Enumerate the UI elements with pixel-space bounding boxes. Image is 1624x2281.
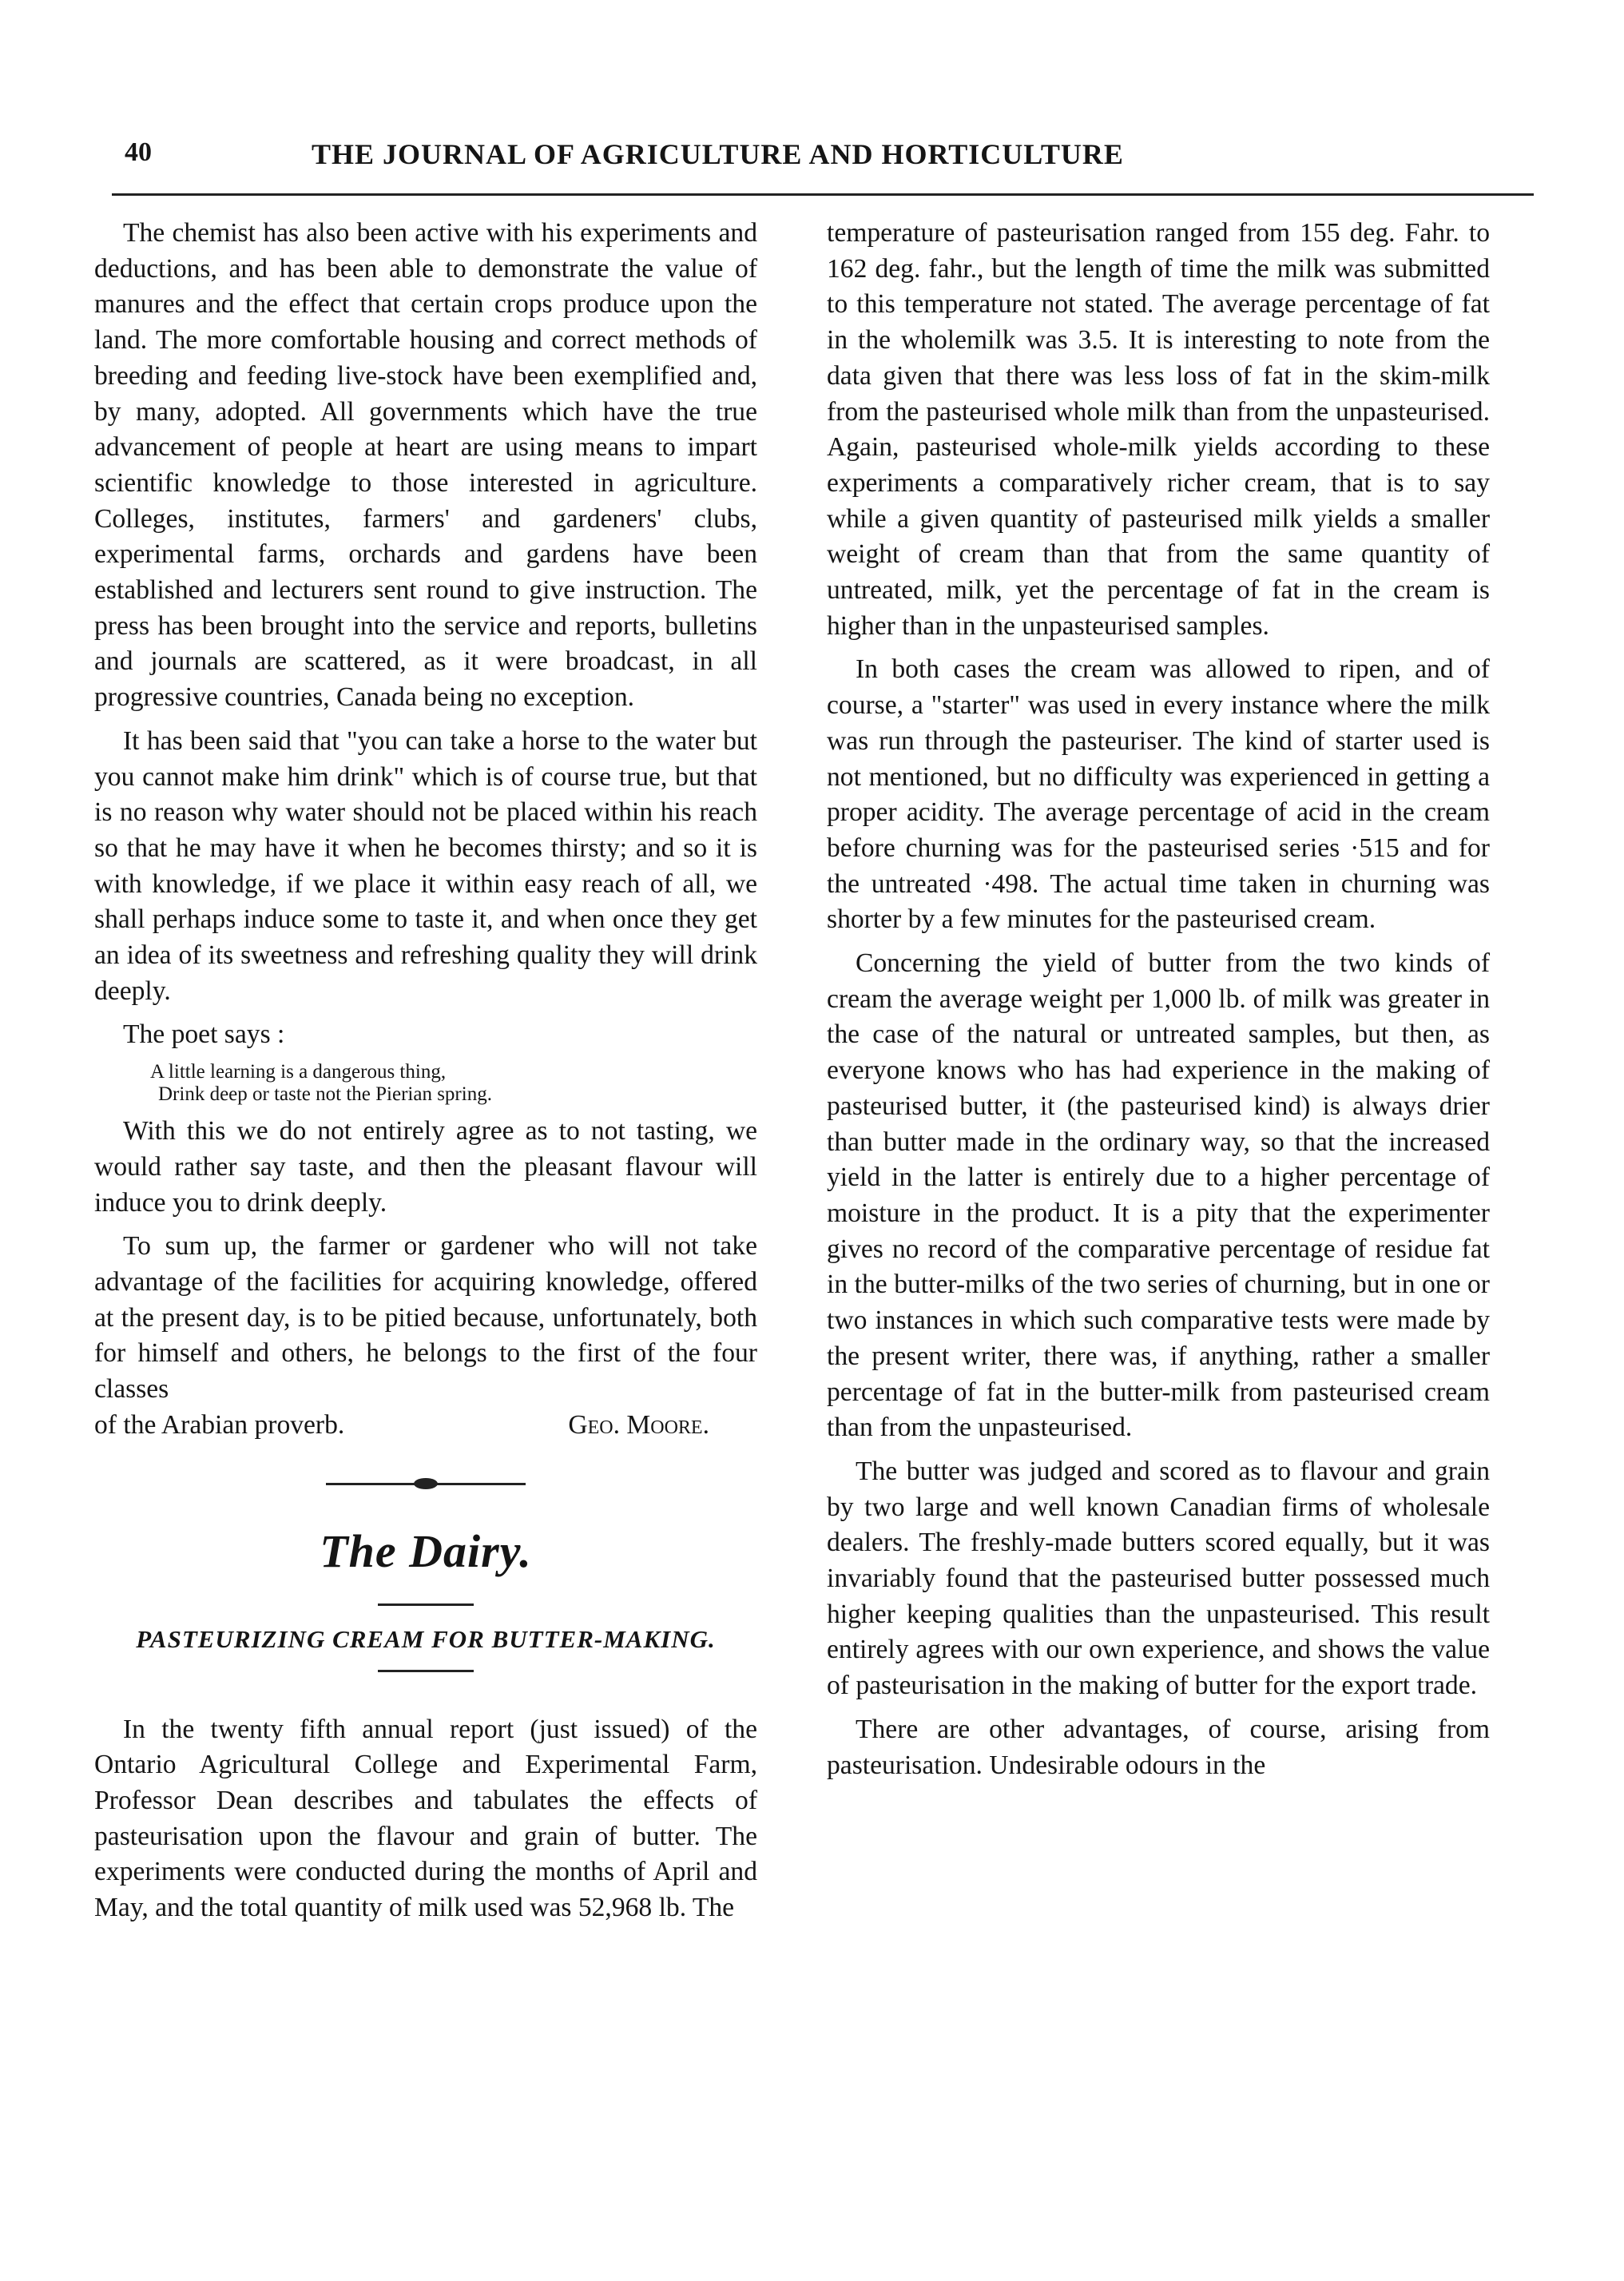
poem-line: Drink deep or taste not the Pierian spring. [158,1083,492,1106]
poem-quote [94,1061,757,1106]
paragraph: With this we do not entirely agree as to not tasting, we would rather say taste, and then the pleasant flavour will induce you to drink deeply. [94,1116,757,1218]
paragraph: To sum up, the farmer or gardener who will not take advantage of the facilities for acquiring knowledge, offered at the present day, is to be pitied because, unfortunately, both for himself and others, he belongs to the first of the four classes [94,1231,757,1405]
ornamental-divider [326,1476,526,1492]
divider [378,1603,474,1606]
paragraph: The chemist has also been active with his experiments and deductions, and has been able to demonstrate the value of manures and the effect that certain crops produce upon the land. The more comfortable housing and correct methods of breeding and feeding live-stock have been exemplified and, by many, adopted. All governments which have the true advancement of people at heart are using means to impart scientific knowledge to those interested in agriculture. Colleges, institutes, farmers' and gardeners' clubs, experimental farms, orchards and gardens have been established and lecturers sent round to give instruction. The press has been brought into the service and reports, bulletins and journals are scattered, as it were broadcast, in all progressive countries, Canada being no exception. [94,218,757,713]
article-title: PASTEURIZING CREAM FOR BUTTER-MAKING. [136,1624,716,1653]
author-signature: Geo. Moore. [568,1409,709,1440]
paragraph: The butter was judged and scored as to flavour and grain by two large and well known Canadian firms of wholesale dealers. The freshly-made butters scored equally, but it was invariably found that the pasteurised butter possessed much higher keeping qualities than the unpasteurised. This result entirely agrees with our own experience, and shows the value of pasteurisation in the making of butter for the export trade. [827,1456,1490,1701]
paragraph: It has been said that "you can take a horse to the water but you cannot make him drink" which is of course true, but that is no reason why water should not be placed within his reach so that he may have it when he becomes thirsty; and so it is with knowledge, if we place it within easy reach of all, we shall perhaps induce some to taste it, and when once they get an idea of its sweetness and refreshing quality they will drink deeply. [94,725,757,1006]
section-heading: The Dairy. [320,1524,532,1577]
page-header [112,137,1534,196]
signoff-line [94,1408,757,1444]
paragraph: There are other advantages, of course, arising from pasteurisation. Undesirable odours in the [827,1714,1490,1780]
paragraph-end: of the Arabian proverb. [94,1409,345,1440]
paragraph: Concerning the yield of butter from the two kinds of cream the average weight per 1,000 lb. of milk was greater in the case of the natural or untreated samples, but then, as everyone knows who has had experience in the making of pasteurised butter, it (the pasteurised kind) is always drier than butter made in the ordinary way, so that the increased yield in the latter is entirely due to a higher percentage of moisture in the product. It is a pity that the experimenter gives no record of the comparative percentage of residue fat in the butter-milks of the two series of churning, but in one or two instances in which such comparative tests were made by the present writer, there was, if anything, rather a smaller percentage of fat in the butter-milk from pasteurised cream than from the unpasteurised. [827,948,1490,1443]
paragraph: The poet says : [123,1019,285,1050]
paragraph: In the twenty fifth annual report (just issued) of the Ontario Agricultural College and Experimental Farm, Professor Dean describes and tabulates the effects of pasteurisation upon the flavour and grain of butter. The experiments were conducted during the months of April and May, and the total quantity of milk used was 52,968 lb. The [94,1714,757,1923]
paragraph: In both cases the cream was allowed to ripen, and of course, a "starter" was used in every instance where the milk was run through the pasteuriser. The kind of starter used is not mentioned, but no difficulty was experienced in getting a proper acidity. The average percentage of acid in the cream before churning was for the pasteurised series ·515 and for the untreated ·498. The actual time taken in churning was shorter by a few minutes for the pasteurised cream. [827,654,1490,935]
running-title: THE JOURNAL OF AGRICULTURE AND HORTICULTURE [312,138,1124,170]
page-number: 40 [125,137,152,167]
right-column [827,216,1490,1791]
divider [378,1670,474,1672]
left-column [94,216,757,1934]
poem-line: A little learning is a dangerous thing, [150,1061,447,1083]
paragraph: temperature of pasteurisation ranged from 155 deg. Fahr. to 162 deg. fahr., but the length of time the milk was submitted to this temperature not stated. The average percentage of fat in the wholemilk was 3.5. It is interesting to note from the data given that there was less loss of fat in the skim-milk from the pasteurised whole milk than from the unpasteurised. Again, pasteurised whole-milk yields according to these experiments a comparatively richer cream, that is to say while a given quantity of pasteurised milk yields a smaller weight of cream than that from the same quantity of untreated, milk, yet the percentage of fat in the cream is higher than in the unpasteurised samples. [827,218,1490,641]
